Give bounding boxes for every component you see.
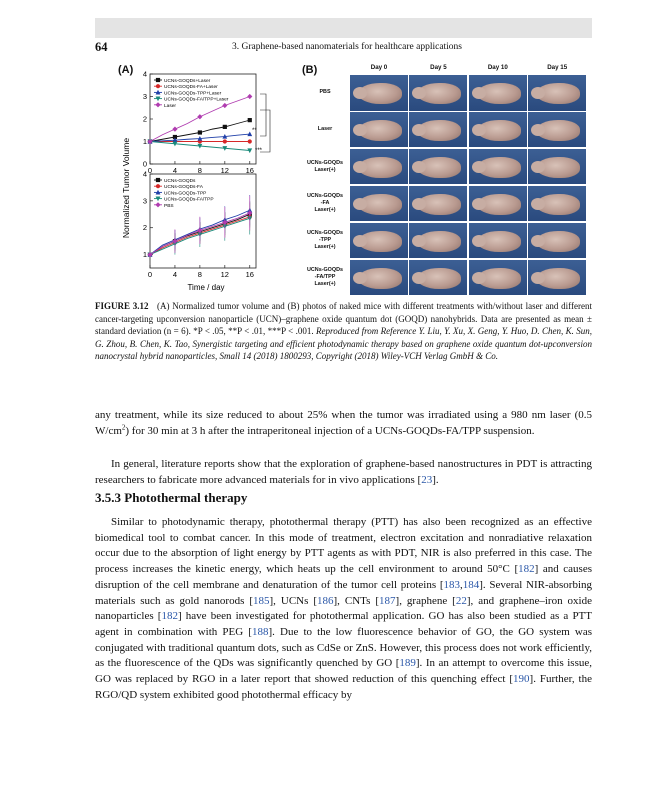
mouse-photo bbox=[469, 149, 527, 185]
day-column-header: Day 5 bbox=[430, 64, 447, 71]
data-point bbox=[198, 130, 202, 134]
mouse-photo bbox=[350, 112, 408, 148]
treatment-label-line: Laser(+) bbox=[314, 206, 336, 213]
legend-entry: UCNs-GOQDs+Laser bbox=[164, 79, 211, 84]
legend-entry: UCNs-GOQDs-FA+Laser bbox=[164, 85, 218, 91]
x-tick-label: 12 bbox=[220, 270, 229, 279]
mouse-head bbox=[531, 198, 545, 210]
mouse-head bbox=[472, 161, 486, 173]
citation-link[interactable]: 183 bbox=[443, 578, 460, 591]
treatment-label-line: UCNs-GOQDs bbox=[307, 266, 343, 273]
mouse-head bbox=[531, 272, 545, 284]
citation-link[interactable]: 189 bbox=[399, 657, 416, 670]
legend-marker bbox=[156, 184, 160, 188]
data-point bbox=[223, 139, 227, 143]
data-point bbox=[248, 118, 252, 122]
mouse-photo bbox=[469, 75, 527, 111]
mouse-photo bbox=[409, 75, 467, 111]
significance-label: ** bbox=[252, 128, 257, 134]
mouse-head bbox=[531, 161, 545, 173]
mouse-photo bbox=[528, 260, 586, 296]
tumor-volume-charts bbox=[118, 60, 288, 300]
x-tick-label: 0 bbox=[147, 166, 153, 175]
mouse-head bbox=[472, 198, 486, 210]
y-tick-label: 4 bbox=[142, 169, 147, 179]
x-tick-label: 16 bbox=[245, 270, 254, 279]
treatment-label-line: -FA/TPP bbox=[314, 273, 336, 280]
legend-marker bbox=[156, 78, 160, 82]
y-tick-label: 1 bbox=[142, 250, 147, 260]
data-point bbox=[222, 103, 227, 108]
mouse-head bbox=[412, 198, 426, 210]
treatment-row-label bbox=[302, 260, 348, 296]
running-title: 3. Graphene-based nanomaterials for healthcare applications bbox=[232, 42, 463, 52]
mouse-photo bbox=[528, 223, 586, 259]
mouse-photo bbox=[350, 75, 408, 111]
page-number: 64 bbox=[95, 40, 108, 54]
data-point bbox=[197, 114, 202, 119]
mouse-photo bbox=[350, 260, 408, 296]
y-axis-label: Normalized Tumor Volume bbox=[121, 137, 131, 239]
data-point bbox=[247, 94, 252, 99]
treatment-label-line: UCNs-GOQDs bbox=[307, 192, 343, 199]
mouse-head bbox=[472, 235, 486, 247]
y-tick-label: 2 bbox=[142, 223, 147, 233]
x-tick-label: 4 bbox=[172, 166, 178, 175]
treatment-label-line: UCNs-GOQDs bbox=[307, 159, 343, 166]
treatment-row-label bbox=[302, 223, 348, 259]
legend-entry: UCNs-GOQDs bbox=[164, 179, 196, 184]
treatment-label-line: Laser bbox=[317, 126, 333, 133]
caption-reference: Reproduced from Reference Y. Liu, Y. Xu, X. Geng, Y. Huo, D. Chen, K. Sun, G. Zhou, B. Chen, K. Tao, Synergistic targeting and efficient photodynamic therapy based on graphene oxide quantum dot-upconversion nanocrystal hybrid nanoparticles, Small 14 (2018) 1800293, Copyright (2018) Wiley-VCH Verlag GmbH & Co. bbox=[95, 326, 593, 362]
legend-entry: UCNs-GOQDs-TPP bbox=[164, 191, 207, 197]
mouse-photo bbox=[469, 223, 527, 259]
treatment-label-line: -FA bbox=[320, 199, 330, 206]
paragraph-3: Similar to photodynamic therapy, photothermal therapy (PTT) has also been recognized as an effective biomedical tool to combat cancer. In this mode of treatment, electron excitation and nonradiative relaxation occur due to the absorption of light energy by PTT agents as with PDT, NIR is also preferred in this case. The process increases the kinetic energy, which heats up the cell environment to around 50°C [182] and causes disruption of the cell membrane and denaturation of the tumor cell proteins [183,184]. Several NIR-absorbing materials such as gold nanorods [185], UCNs [186], CNTs [187], graphene [22], and graphene–iron oxide nanoparticles [182] have been investigated for photothermal application. GO has also been studied as a PTT agent in combination with PEG [188]. Due to the low fluorescence behavior of GO, the GO system was conjugated with traditional quantum dots, such as CdSe or ZnS. However, this process does not work efficiently, as the fluorescence of the QDs was significantly quenched by GO [189]. In an attempt to overcome this issue, GO was replaced by RGO in a later report that showed reduction of this quenching effect [190]. Further, the RGO/QD system exhibited good photothermal efficacy by bbox=[95, 516, 592, 701]
citation-link[interactable]: 190 bbox=[513, 673, 530, 686]
legend-entry: UCNs-GOQDs-FA/TPP+Laser bbox=[164, 97, 229, 103]
mouse-head bbox=[412, 235, 426, 247]
treatment-label-line: Laser(+) bbox=[314, 280, 336, 287]
treatment-row-label bbox=[302, 75, 348, 111]
x-tick-label: 4 bbox=[172, 270, 178, 279]
caption-text: (A) Normalized tumor volume and (B) photos of naked mice with different treatments with/without laser and different cancer-targeting upconversion nanoparticle (UCN)–graphene oxide quantum dot (GOQD) nanohybrids. Data are presented as mean ± standard deviation (n = 6). *P < .05, **P < .01, ***P < .001. bbox=[95, 301, 592, 337]
x-tick-label: 0 bbox=[147, 270, 153, 279]
significance-bracket bbox=[260, 94, 266, 136]
legend-entry: UCNs-GOQDs-FA/TPP bbox=[164, 197, 214, 203]
treatment-row-label bbox=[302, 186, 348, 222]
legend-entry: Laser bbox=[164, 103, 176, 109]
mouse-photo bbox=[409, 260, 467, 296]
day-column-header: Day 0 bbox=[370, 64, 388, 71]
y-tick-label: 2 bbox=[142, 114, 147, 124]
citation-link[interactable]: 186 bbox=[317, 594, 334, 607]
mouse-photo bbox=[409, 186, 467, 222]
significance-bracket bbox=[260, 110, 270, 152]
legend-entry: UCNs-GOQDs-TPP+Laser bbox=[164, 91, 222, 97]
mouse-photo bbox=[528, 75, 586, 111]
caption-title: FIGURE 3.12 bbox=[95, 301, 149, 311]
data-point bbox=[223, 125, 227, 129]
mouse-photo bbox=[469, 112, 527, 148]
citation-link[interactable]: 187 bbox=[379, 594, 396, 607]
citation-link[interactable]: 182 bbox=[518, 563, 535, 576]
treatment-label-line: Laser(+) bbox=[314, 243, 336, 250]
mouse-head bbox=[353, 198, 367, 210]
section-heading: 3.5.3 Photothermal therapy bbox=[95, 490, 248, 505]
citation-link[interactable]: 22 bbox=[455, 594, 467, 607]
mouse-head bbox=[353, 272, 367, 284]
header-bar bbox=[95, 18, 592, 38]
mouse-head bbox=[531, 124, 545, 136]
mouse-photo bbox=[409, 112, 467, 148]
legend-marker bbox=[156, 84, 160, 88]
y-tick-label: 3 bbox=[142, 196, 147, 206]
mouse-photo bbox=[409, 223, 467, 259]
treatment-label-line: UCNs-GOQDs bbox=[307, 229, 343, 236]
x-tick-label: 16 bbox=[245, 166, 254, 175]
treatment-label-line: Laser(+) bbox=[314, 166, 336, 173]
mouse-photo bbox=[528, 186, 586, 222]
panel-a-label: (A) bbox=[118, 64, 134, 76]
figure-caption bbox=[95, 300, 592, 363]
y-tick-label: 1 bbox=[142, 137, 147, 146]
mouse-photo bbox=[469, 186, 527, 222]
mouse-photo bbox=[350, 223, 408, 259]
y-tick-label: 3 bbox=[142, 92, 147, 101]
citation-link[interactable]: 182 bbox=[161, 610, 178, 623]
figure-3-12 bbox=[118, 60, 588, 300]
treatment-row-label bbox=[302, 149, 348, 185]
day-column-header: Day 15 bbox=[547, 64, 568, 71]
mouse-head bbox=[412, 272, 426, 284]
data-point bbox=[172, 127, 177, 132]
mouse-photo bbox=[409, 149, 467, 185]
day-column-header: Day 10 bbox=[487, 64, 508, 71]
treatment-row-label bbox=[302, 112, 348, 148]
mouse-photo bbox=[528, 149, 586, 185]
citation-link[interactable]: 188 bbox=[251, 625, 269, 638]
x-axis-label: Time / day bbox=[187, 283, 225, 292]
mouse-photo bbox=[469, 260, 527, 296]
mouse-head bbox=[531, 235, 545, 247]
significance-label: *** bbox=[255, 148, 263, 154]
x-tick-label: 8 bbox=[197, 166, 202, 175]
mouse-photo-panel bbox=[302, 60, 588, 300]
mouse-photo bbox=[350, 149, 408, 185]
paragraph-2: In general, literature reports show that the exploration of graphene-based nanostructures in PDT is attracting researchers to fabricate more advanced materials for in vivo applications [23]. bbox=[95, 458, 592, 486]
y-tick-label: 4 bbox=[142, 69, 147, 79]
legend-entry: PBS bbox=[164, 203, 174, 209]
treatment-label-line: -TPP bbox=[318, 236, 332, 243]
mouse-head bbox=[472, 87, 486, 99]
mouse-head bbox=[472, 124, 486, 136]
citation-link[interactable]: 23 bbox=[421, 473, 433, 486]
mouse-head bbox=[353, 235, 367, 247]
mouse-head bbox=[353, 161, 367, 173]
treatment-label-line: PBS bbox=[319, 89, 331, 96]
mouse-head bbox=[472, 272, 486, 284]
citation-link[interactable]: 185 bbox=[253, 594, 270, 607]
legend-entry: UCNs-GOQDs-FA bbox=[164, 185, 203, 191]
mouse-head bbox=[353, 124, 367, 136]
mouse-head bbox=[353, 87, 367, 99]
panel-b-label: (B) bbox=[302, 64, 318, 76]
legend-marker bbox=[156, 178, 160, 182]
paragraph-1: any treatment, while its size reduced to about 25% when the tumor was irradiated using a 980 nm laser (0.5 $W/cm^2$) for 30 min at 3 h after the intraperitoneal injection of a UCNs-GOQDs-FA/TPP suspension. bbox=[95, 409, 592, 437]
x-tick-label: 12 bbox=[220, 166, 229, 175]
mouse-photo bbox=[350, 186, 408, 222]
legend-marker bbox=[155, 202, 160, 207]
y-tick-label: 0 bbox=[142, 159, 147, 169]
x-tick-label: 8 bbox=[197, 270, 202, 279]
citation-link[interactable]: 184 bbox=[462, 578, 480, 591]
mouse-photo bbox=[528, 112, 586, 148]
legend-marker bbox=[155, 102, 160, 107]
data-point bbox=[248, 139, 252, 143]
